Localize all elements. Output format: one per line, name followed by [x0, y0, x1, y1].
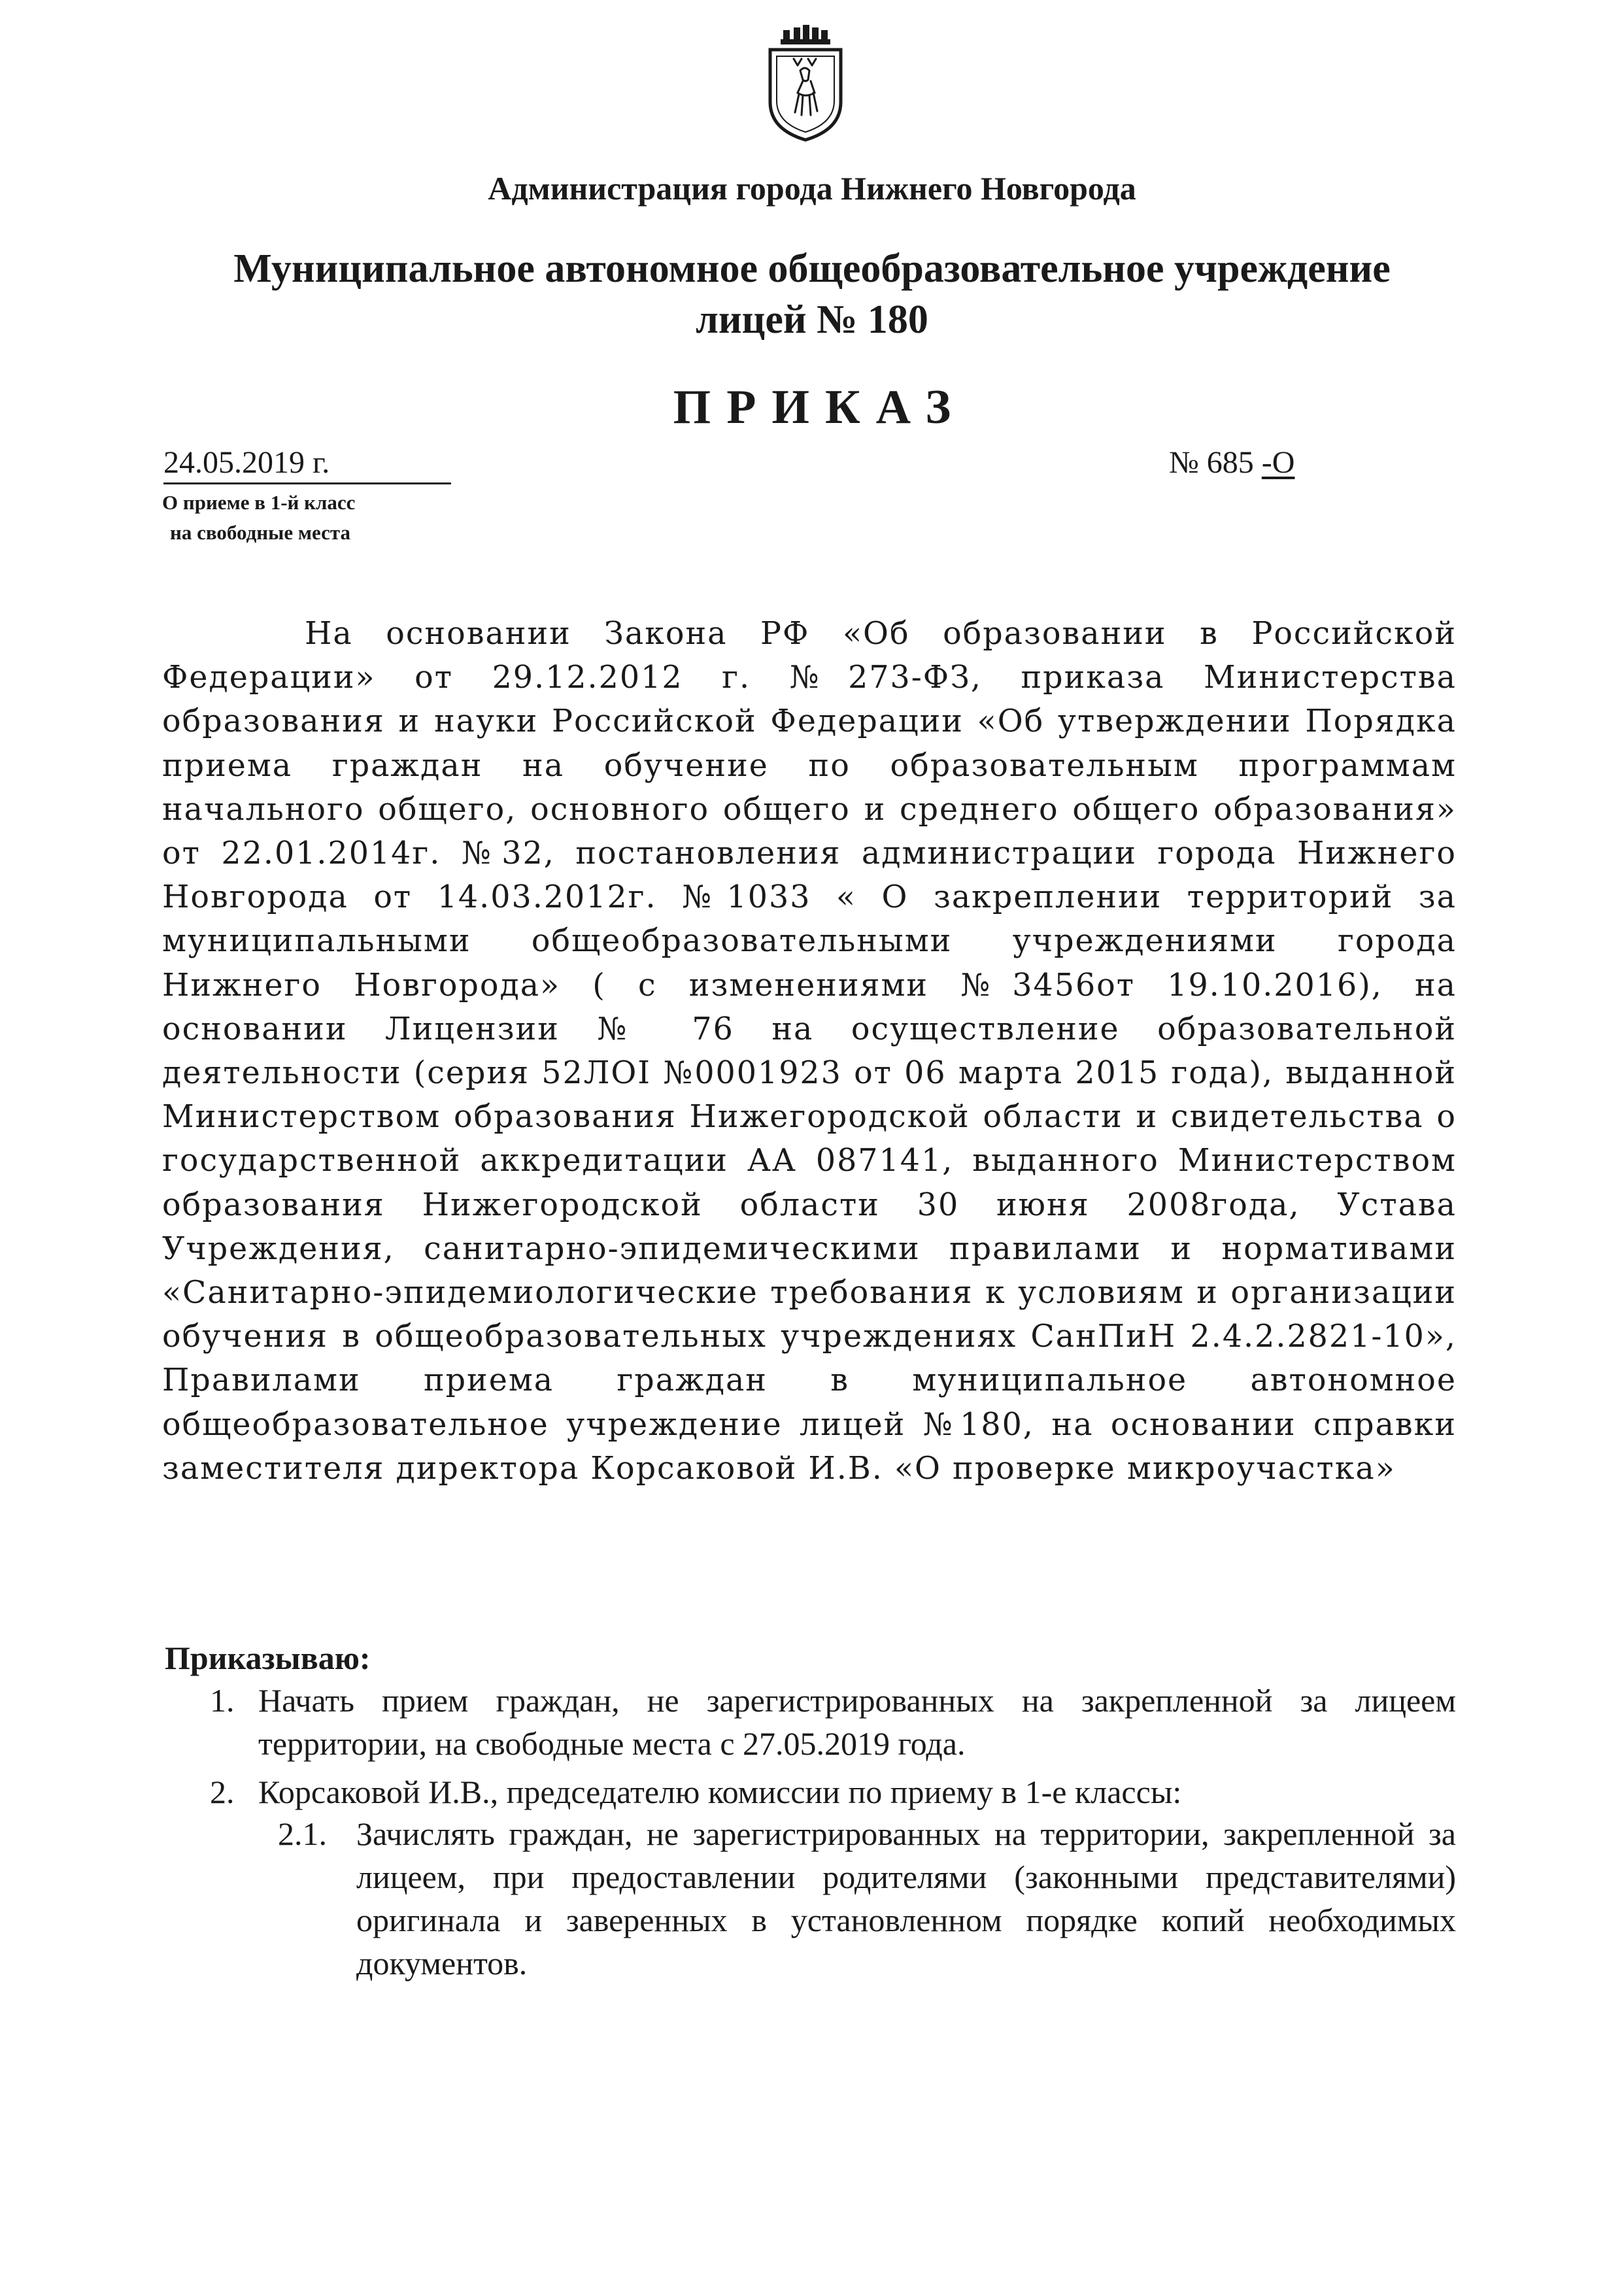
order-subitem [278, 1812, 1456, 1985]
order-item-text: Корсаковой И.В., председателю комиссии по приему в 1-е классы: [258, 1774, 1182, 1810]
organization-name-line2: лицей № 180 [696, 297, 928, 342]
document-type-title: ПРИКАЗ [673, 380, 967, 434]
organization-name [0, 243, 1624, 345]
order-item-number: 1. [210, 1682, 235, 1719]
order-subitem-text: Зачислять граждан, не зарегистрированных на территории, закрепленной за лицеем, при предоставлении родителями (законными представителями) оригинала и заверенных в установленном порядке копий необходимых документов. [356, 1815, 1456, 1982]
order-subject [162, 488, 355, 548]
order-subject-line1: О приеме в 1-й класс [162, 491, 356, 514]
organization-name-line1: Муниципальное автономное общеобразовательное учреждение [233, 246, 1391, 291]
order-date: 24.05.2019 г. [163, 443, 451, 484]
administration-title: Администрация города Нижнего Новгорода [488, 170, 1136, 207]
basis-paragraph: На основании Закона РФ «Об образовании в Российской Федерации» от 29.12.2012 г. №273-ФЗ, приказа Министерства образования и науки Российской Федерации «Об утверждении Порядка приема граждан на обучение по образовательным программам начального общего, основного общего и среднего общего образования» от 22.01.2014г. №32, постановления администрации города Нижнего Новгорода от 14.03.2012г. №1033 « О закреплении территорий за муниципальными общеобразовательными учреждениями города Нижнего Новгорода» ( с изменениями №3456от 19.10.2016), на основании Лицензии № 76 на осуществление образовательной деятельности (серия 52ЛОI №0001923 от 06 марта 2015 года), выданной Министерством образования Нижегородской области и свидетельства о государственной аккредитации АА 087141, выданного Министерством образования Нижегородской области 30 июня 2008года, Устава Учреждения, санитарно-эпидемическими правилами и нормативами «Санитарно-эпидемиологические требования к условиям и организации обучения в общеобразовательных учреждениях СанПиН 2.4.2.2821-10», Правилами приема граждан в муниципальное автономное общеобразовательное учреждение лицей №180, на основании справки заместителя директора Корсаковой И.В. «О проверке микроучастка» [162, 616, 1457, 1487]
order-item [210, 1679, 1456, 1765]
order-number-suffix: -О [1261, 445, 1295, 480]
order-word: Приказываю: [165, 1640, 371, 1676]
order-item [210, 1770, 1456, 1813]
order-number [1169, 443, 1294, 482]
order-subitem-number: 2.1. [278, 1815, 327, 1852]
city-coat-of-arms-icon [765, 25, 846, 143]
order-item-text: Начать прием граждан, не зарегистрированных на закрепленной за лицеем территории, на свободные места с 27.05.2019 года. [258, 1682, 1456, 1762]
order-subject-line2: на свободные места [170, 521, 350, 544]
order-number-prefix: № 685 [1169, 445, 1262, 480]
order-item-number: 2. [210, 1774, 235, 1810]
